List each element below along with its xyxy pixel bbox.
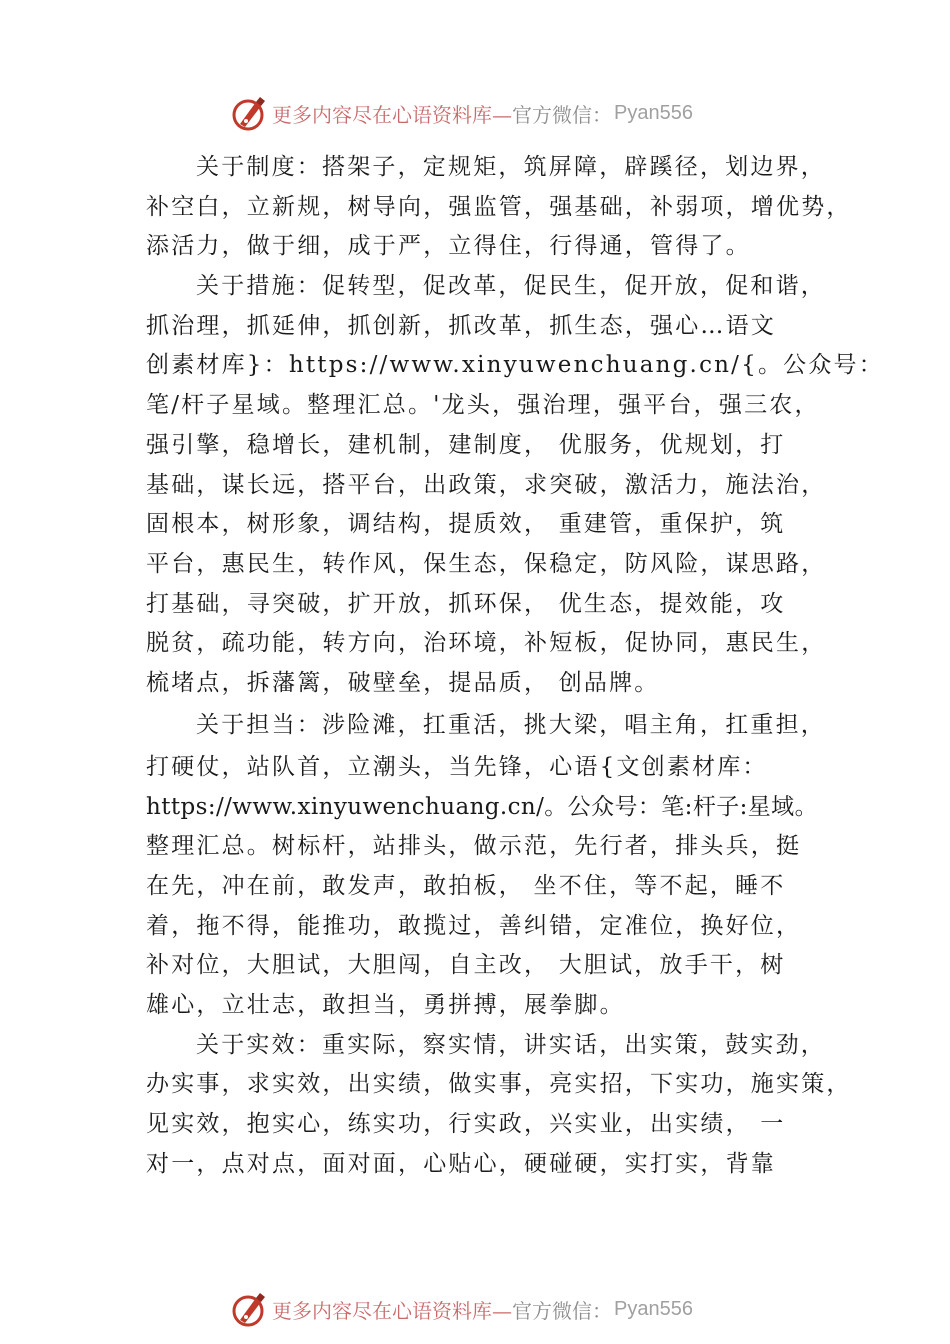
text-line: 补对位，大胆试，大胆闯，自主改， 大胆试，放手干，树 bbox=[146, 952, 786, 979]
header-banner bbox=[230, 93, 693, 133]
text-line: 平台，惠民生，转作风，保生态，保稳定，防风险，谋思路， bbox=[146, 550, 827, 577]
text-line: 打硬仗，站队首，立潮头，当先锋，心语{文创素材库： bbox=[146, 753, 768, 780]
banner-wechat-id: Pyan556 bbox=[614, 101, 693, 124]
banner-wechat-label: 官方微信： bbox=[512, 102, 612, 127]
pen-nib-circle-icon bbox=[230, 94, 268, 132]
text-line: 强引擎，稳增长，建机制，建制度， 优服务，优规划，打 bbox=[146, 431, 786, 458]
text-line: 对一，点对点，面对面，心贴心，硬碰硬，实打实，背靠 bbox=[146, 1150, 776, 1177]
text-line: 打基础，寻突破，扩开放，抓环保， 优生态，提效能，攻 bbox=[146, 590, 786, 617]
text-line: 添活力，做于细，成于严，立得住，行得通，管得了。 bbox=[146, 233, 751, 260]
text-line: 基础，谋长远，搭平台，出政策，求突破，激活力，施法治， bbox=[146, 471, 827, 498]
text-line: 梳堵点，拆藩篱，破壁垒，提品质， 创品牌。 bbox=[146, 669, 660, 696]
text-line: 见实效，抱实心，练实功，行实政，兴实业，出实绩， 一 bbox=[146, 1111, 786, 1138]
text-line: 办实事，求实效，出实绩，做实事，亮实招，下实功，施实策， bbox=[146, 1071, 852, 1098]
text-line: 笔/杆子星域。整理汇总。'龙头，强治理，强平台，强三农， bbox=[146, 392, 820, 419]
text-line: 关于实效：重实际，察实情，讲实话，出实策，鼓实劲， bbox=[196, 1031, 826, 1058]
footer-banner bbox=[230, 1289, 693, 1329]
text-line: 脱贫，疏功能，转方向，治环境，补短板，促协同，惠民生， bbox=[146, 630, 827, 657]
text-line: https://www.xinyuwenchuang.cn/。公众号：笔:杆子:星域。 bbox=[146, 793, 818, 820]
text-line: 关于措施：促转型，促改革，促民生，促开放，促和谐， bbox=[196, 273, 826, 300]
text-line: 创素材库}：https://www.xinyuwenchuang.cn/{。公众号： bbox=[146, 352, 884, 379]
text-line: 整理汇总。树标杆，站排头，做示范，先行者，排头兵，挺 bbox=[146, 833, 802, 860]
text-line: 补空白，立新规，树导向，强监管，强基础，补弱项，增优势， bbox=[146, 193, 852, 220]
text-line: 雄心，立壮志，敢担当，勇拼搏，展拳脚。 bbox=[146, 992, 625, 1019]
banner-slogan: 更多内容尽在心语资料库— bbox=[272, 1298, 512, 1323]
banner-wechat-label: 官方微信： bbox=[512, 1298, 612, 1323]
text-line: 关于担当：涉险滩，扛重活，挑大梁，唱主角，扛重担， bbox=[196, 711, 826, 738]
text-line: 在先，冲在前，敢发声，敢拍板， 坐不住，等不起，睡不 bbox=[146, 873, 786, 899]
banner-wechat-id: Pyan556 bbox=[614, 1297, 693, 1320]
text-line: 抓治理，抓延伸，抓创新，抓改革，抓生态，强心…语文 bbox=[146, 312, 776, 339]
pen-nib-circle-icon bbox=[230, 1290, 268, 1328]
banner-slogan: 更多内容尽在心语资料库— bbox=[272, 102, 512, 127]
text-line: 关于制度：搭架子，定规矩，筑屏障，辟蹊径，划边界， bbox=[196, 154, 826, 180]
document-body bbox=[146, 148, 884, 1185]
text-line: 着，拖不得，能推功，敢揽过，善纠错，定准位，换好位， bbox=[146, 912, 802, 939]
text-line: 固根本，树形象，调结构，提质效， 重建管，重保护，筑 bbox=[146, 511, 786, 538]
